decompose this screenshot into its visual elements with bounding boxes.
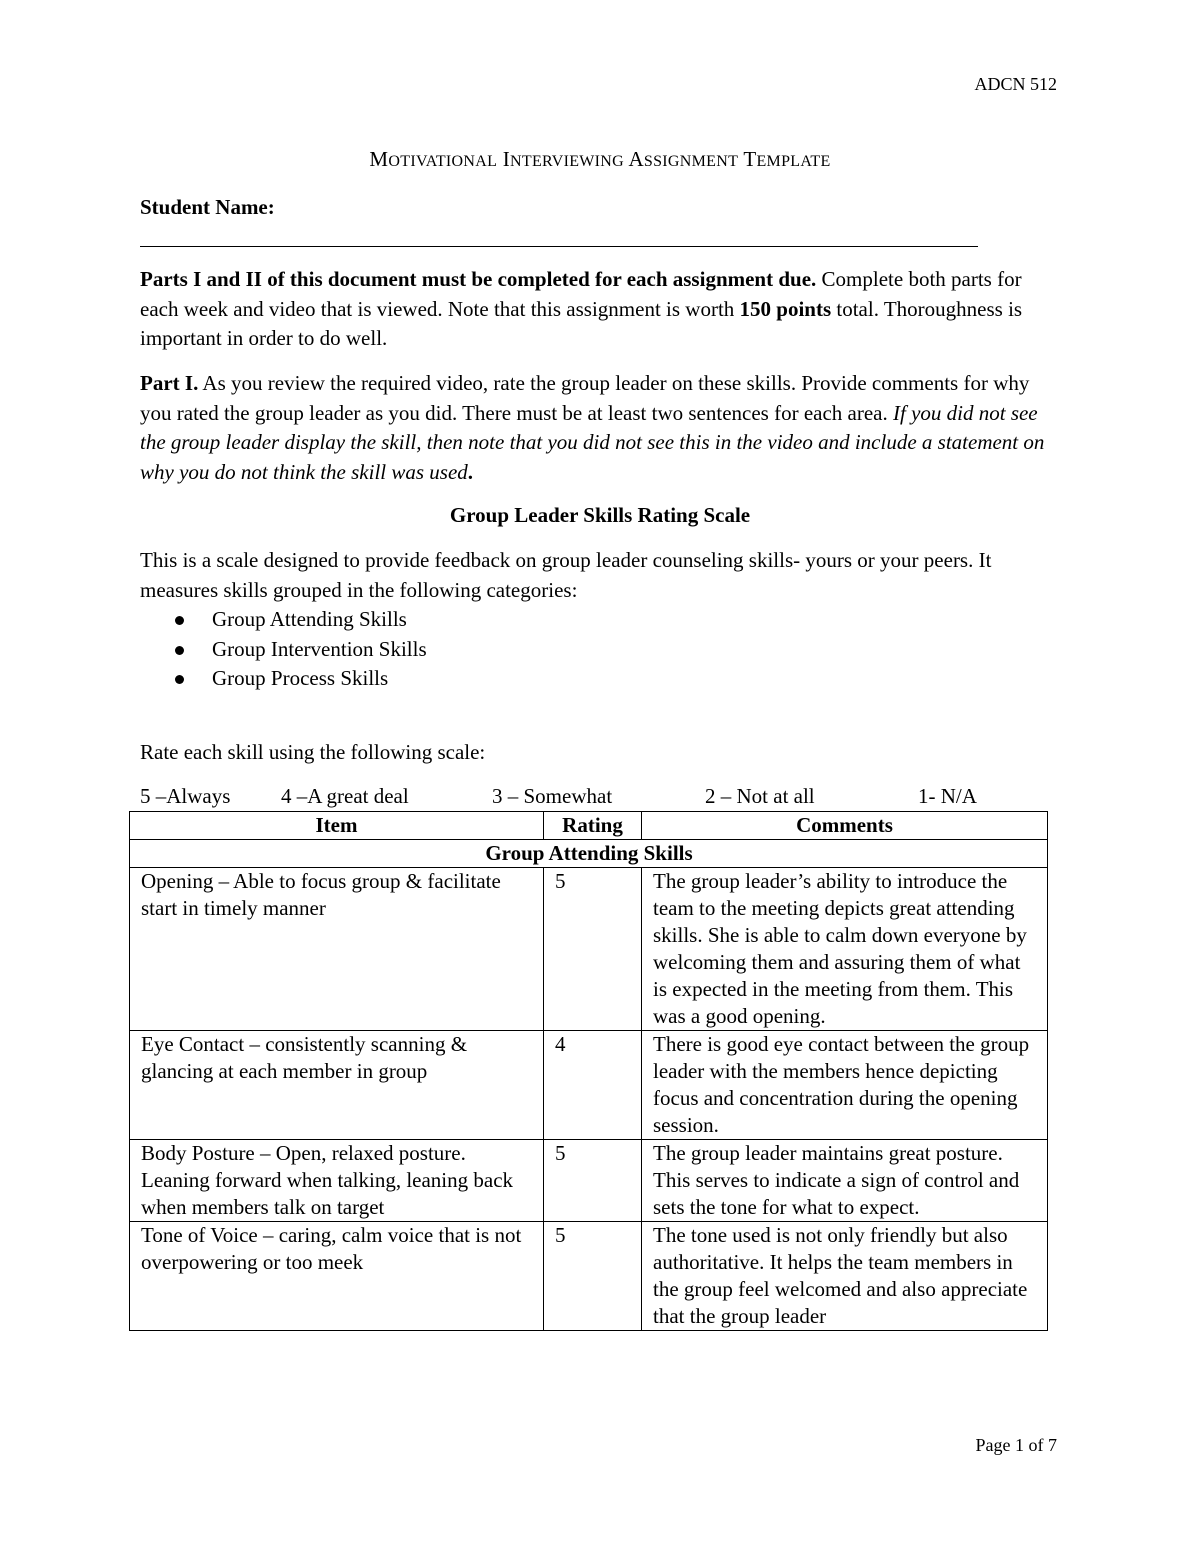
comment-cell[interactable]: The group leader’s ability to introduce the team to the meeting depicts great attending skills. She is able to calm down everyone by welcoming them and assuring them of what is expected in the meeting from them. This was a good opening. [642, 868, 1048, 1031]
scale-level-4: 4 –A great deal [281, 784, 409, 808]
scale-level-3: 3 – Somewhat [492, 784, 613, 808]
column-header-rating: Rating [544, 812, 642, 840]
column-header-comments: Comments [642, 812, 1048, 840]
item-cell[interactable]: Opening – Able to focus group & facilitate start in timely manner [130, 868, 544, 1031]
comment-cell[interactable]: There is good eye contact between the group leader with the members hence depicting focus and concentration during the opening session. [642, 1031, 1048, 1140]
table-row [130, 1031, 1048, 1140]
rating-cell[interactable]: 4 [544, 1031, 642, 1140]
scale-instruction: Rate each skill using the following scale: [140, 740, 486, 764]
student-name-line[interactable] [140, 246, 978, 247]
rating-cell[interactable]: 5 [544, 868, 642, 1031]
title-initial-4: T [743, 147, 757, 171]
part1-italic: If you did not see the group leader display the skill, then note that you did not see this in the video and include a statement on why you do not think the skill was used [140, 400, 1045, 484]
table-row [130, 1222, 1048, 1331]
title-rest-3: SSIGNMENT [643, 153, 739, 170]
intro-points: 150 points [739, 296, 832, 321]
scale-description: This is a scale designed to provide feedback on group leader counseling skills- yours or your peers. It measures skills grouped in the following categories: [140, 548, 992, 602]
scale-level-1: 1- N/A [918, 784, 977, 808]
section-row [130, 840, 1048, 868]
section-title: Group Attending Skills [130, 840, 1048, 868]
rating-cell[interactable]: 5 [544, 1140, 642, 1222]
title-initial-1: M [369, 147, 389, 171]
table-row [130, 868, 1048, 1031]
part1-label: Part I. [140, 371, 199, 395]
scale-level-5: 5 –Always [140, 784, 231, 808]
skills-rating-table [129, 811, 1048, 1331]
page-number: Page 1 of 7 [975, 1435, 1057, 1455]
course-code: ADCN 512 [974, 74, 1057, 94]
column-header-item: Item [130, 812, 544, 840]
scale-levels [140, 782, 1040, 812]
comment-cell[interactable]: The tone used is not only friendly but also authoritative. It helps the team members in the group feel welcomed and also appreciate that the group leader [642, 1222, 1048, 1331]
document-title [0, 145, 1200, 177]
list-item: Group Attending Skills [172, 605, 427, 635]
intro-bold: Parts I and II of this document must be completed for each assignment due. [140, 267, 817, 291]
scale-level-2: 2 – Not at all [705, 784, 815, 808]
item-cell[interactable]: Body Posture – Open, relaxed posture. Leaning forward when talking, leaning back when members talk on target [130, 1140, 544, 1222]
list-item: Group Intervention Skills [172, 635, 427, 665]
category-list [172, 605, 427, 694]
comment-cell[interactable]: The group leader maintains great posture. This serves to indicate a sign of control and sets the tone for what to expect. [642, 1140, 1048, 1222]
part1-end: . [467, 459, 474, 484]
title-rest-4: EMPLATE [756, 153, 831, 170]
scale-title: Group Leader Skills Rating Scale [449, 503, 751, 527]
item-cell[interactable]: Tone of Voice – caring, calm voice that is not overpowering or too meek [130, 1222, 544, 1331]
student-name-label: Student Name: [140, 195, 275, 219]
intro-text-2: total. Thoroughness is important in order to do well. [140, 296, 1023, 350]
part1-paragraph [140, 369, 1060, 487]
list-item: Group Process Skills [172, 664, 427, 694]
table-header-row [130, 812, 1048, 840]
title-initial-3: A [628, 147, 644, 171]
intro-text-1: Complete both parts for each week and video that is viewed. Note that this assignment is worth [140, 267, 1022, 321]
intro-paragraph [140, 265, 1060, 354]
title-rest-1: OTIVATIONAL [388, 153, 498, 170]
title-initial-2: I [502, 147, 511, 171]
table-row [130, 1140, 1048, 1222]
rating-cell[interactable]: 5 [544, 1222, 642, 1331]
part1-text: As you review the required video, rate the group leader on these skills. Provide comments for why you rated the group leader as you did. There must be at least two sentences for each area. [140, 371, 1030, 425]
item-cell[interactable]: Eye Contact – consistently scanning & glancing at each member in group [130, 1031, 544, 1140]
title-rest-2: NTERVIEWING [510, 153, 625, 170]
